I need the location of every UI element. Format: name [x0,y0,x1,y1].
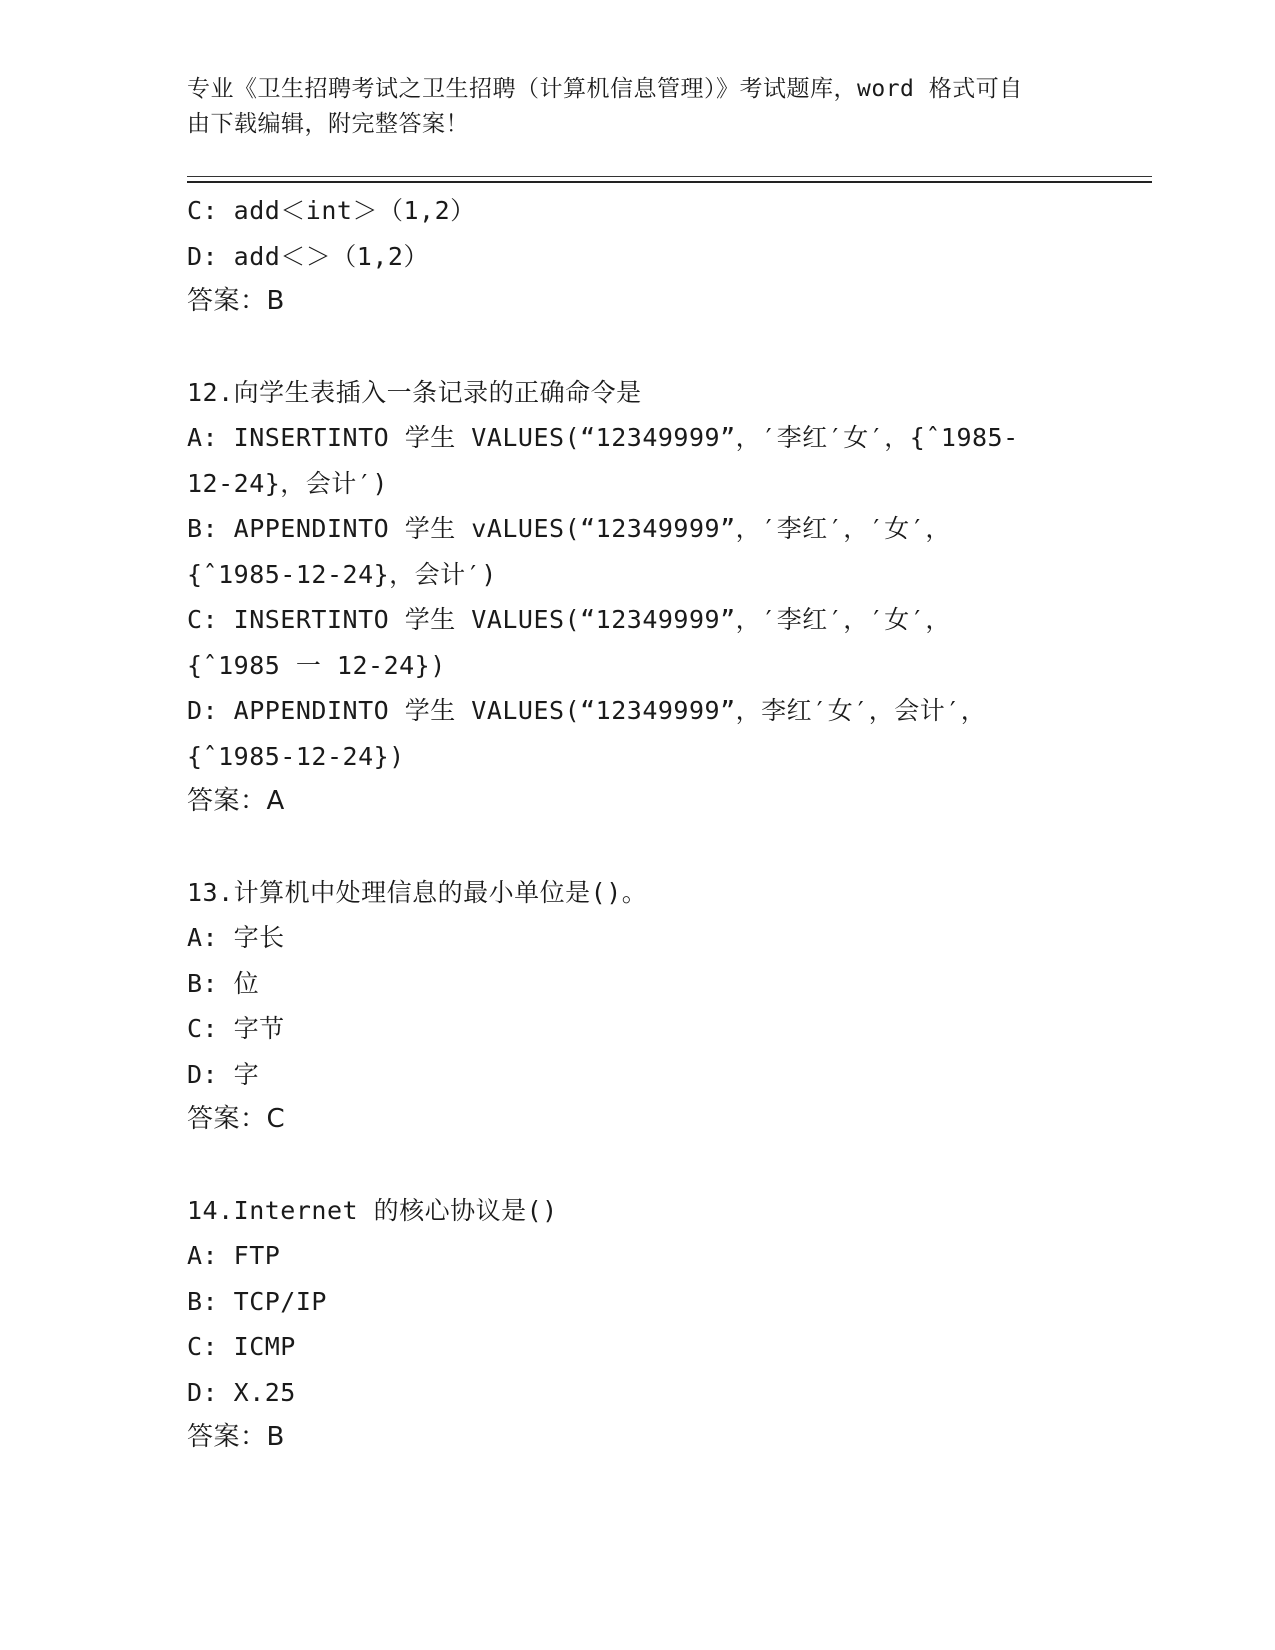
option-d-continued: {ˆ1985-12-24}) [187,741,405,771]
answer-line: 答案：B [187,286,285,316]
option-c: C: INSERTINTO 学生 VALUES(“12349999”，′李红′，′女′， [187,605,951,634]
answer-line: 答案：C [187,1104,286,1134]
header-line-1: 专业《卫生招聘考试之卫生招聘（计算机信息管理）》考试题库，word 格式可自 [187,76,1023,102]
question-spacer [187,325,1087,370]
question-spacer [187,1143,1087,1188]
option-d: D: APPENDINTO 学生 VALUES(“12349999”，李红′女′，会计′， [187,696,987,725]
option-d: D: add＜＞（1,2） [187,241,429,271]
question-stem: 14.Internet 的核心协议是() [187,1195,558,1225]
question-14 [187,1188,1087,1461]
option-c: C: 字节 [187,1014,285,1043]
option-a: A: INSERTINTO 学生 VALUES(“12349999”，′李红′女′，{ˆ1985- [187,423,1019,452]
continued-question-block [187,188,1087,325]
document-header [187,72,1087,142]
option-b: B: APPENDINTO 学生 vALUES(“12349999”，′李红′，′女′， [187,514,951,543]
header-divider-thick [187,181,1152,183]
option-a: A: 字长 [187,923,285,952]
answer-line: 答案：A [187,786,285,816]
option-b: B: TCP/IP [187,1286,327,1316]
question-stem: 13.计算机中处理信息的最小单位是()。 [187,877,648,907]
question-12 [187,370,1087,825]
header-line-2: 由下载编辑，附完整答案！ [187,111,469,137]
option-a-continued: 12-24}，会计′) [187,468,388,498]
option-d: D: X.25 [187,1377,296,1407]
question-spacer [187,825,1087,870]
question-list [187,188,1087,1461]
option-c-continued: {ˆ1985 一 12-24}) [187,650,446,680]
option-a: A: FTP [187,1241,281,1270]
header-divider-thin [187,176,1152,177]
option-b-continued: {ˆ1985-12-24}，会计′) [187,559,497,589]
question-13 [187,870,1087,1143]
option-c: C: add＜int＞（1,2） [187,196,476,225]
option-d: D: 字 [187,1059,260,1089]
answer-line: 答案：B [187,1422,285,1452]
question-stem: 12.向学生表插入一条记录的正确命令是 [187,377,642,407]
option-b: B: 位 [187,968,260,998]
option-c: C: ICMP [187,1332,296,1361]
